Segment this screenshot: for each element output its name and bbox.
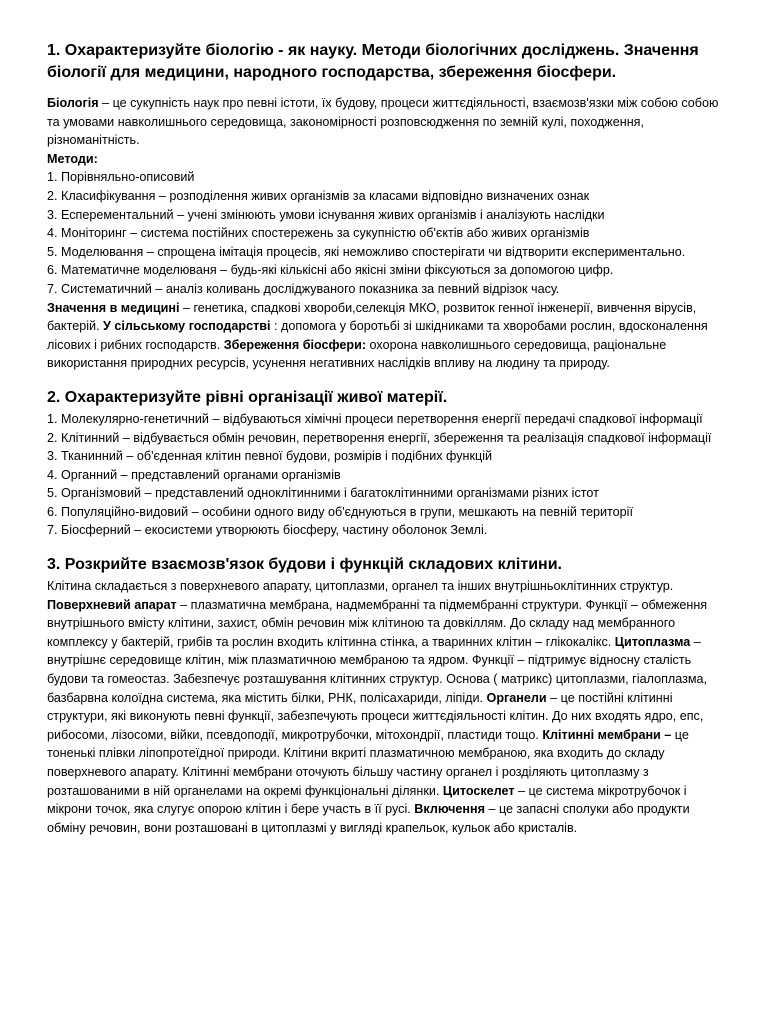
method-item: 4. Моніторинг – система постійних спостережень за сукупністю об'єктів або живих організмів — [47, 226, 590, 241]
level-item: 1. Молекулярно-генетичний – відбуваються хімічні процеси перетворення енергії передачі спадкової інформації — [47, 411, 703, 426]
method-item: 7. Систематичний – аналіз коливань досліджуваного показника за певний відрізок часу. — [47, 281, 560, 296]
level-item: 3. Тканинний – об'єденная клітин певної будови, розмірів і подібних функцій — [47, 449, 493, 464]
method-item: 1. Порівняльно-описовий — [47, 170, 195, 185]
section-1-title: 1. Охарактеризуйте біологію - як науку. Методи біологічних досліджень. Значення біології для медицини, народного господарства, збереження біосфери. — [47, 42, 699, 81]
level-item: 7. Біосферний – екосистеми утворюють біосферу, частину оболонок Землі. — [47, 523, 488, 538]
method-item: 5. Моделювання – спрощена імітація процесів, які неможливо спостерігати чи відтворити експериментально. — [47, 244, 686, 259]
biology-term: Біологія — [47, 96, 99, 110]
cell-structure-paragraph: Поверхневий апарат – плазматична мембрана, надмембранні та підмембранні структури. Функції – обмеження внутрішнього вмісту клітини, захист, обмін речовин між клітиною та довкіллям. До складу над мембранного комплексу у бактерій, грибів та рослин входить клітинна стінка, а тваринних клітин – глікокалікс. Цитоплазма – внутрішнє середовище клітин, між плазматичною мембраною та ядром. Функції – підтримує відносну сталість будови та гомеостаз. Забезпечує розташування клітинних структур. Основа ( матрикс) цитоплазми, гіалоплазма, базбарвна колоїдна система, яка містить білки, РНК, полісахариди, ліпіди. Органели – це постійні клітинні структури, які виконують певні функції, забезпечують процеси життєдіяльності клітин. До них входять ядро, епс, рибосоми, лізосоми, війки, псевдоподії, микротрубочки, мітохондрії, пластиди тощо. Клітинні мембрани – це тоненькі плівки ліпопротеїдної природи. Клітини вкриті плазматичною мембраною, яка входить до складу поверхневого апарату. Клітинні мембрани оточують більшу частину органел і розділяють цитоплазму з розташованими в ній органелами на окремі функціональні ділянки. Цитоскелет – це система мікротрубочок і мікрони точок, яка слугує опорою клітин і бере участь в її русі. Включення – це запасні сполуки або продукти обміну речовин, вони розташовані в цитоплазмі у вигляді крапельок, кульок або кристалів. — [47, 597, 708, 835]
method-item: 3. Есперементальний – учені змінюють умови існування живих організмів і аналізують наслідки — [47, 207, 605, 222]
methods-heading: Методи: — [47, 151, 98, 166]
document-page — [47, 40, 725, 837]
level-item: 5. Організмовий – представлений одноклітинними і багатоклітинними організмами різних істот — [47, 486, 599, 501]
significance-paragraph: Значення в медицині – генетика, спадкові хвороби,селекція МКО, розвиток генної інженерії, вивчення вірусів, бактерій. У сільському господарстві : допомога у боротьбі зі шкідниками та хворобами рослин, вдосконалення лісових і рибних господарств. Збереження біосфери: охорона навколишнього середовища, раціональне використання природних ресурсів, усунення негативних наслідків впливу на людину та природу. — [47, 300, 708, 371]
method-item: 6. Математичне моделюваня – будь-які кількісні або якісні зміни фіксуються за допомогою цифр. — [47, 263, 614, 278]
level-item: 6. Популяційно-видовий – особини одного виду об'єднуються в групи, мешкають на певній території — [47, 504, 633, 519]
section-3-title: 3. Розкрийте взаємозв'язок будови і функцій складових клітини. — [47, 556, 562, 574]
section-2 — [47, 387, 725, 540]
biology-definition: Біологія – це сукупність наук про певні істоти, їх будову, процеси життєдіяльності, взаємозв'язки між собою собою та умовами навколишнього середовища, закономірності розповсюдження по земній кулі, походження, різноманітність. — [47, 96, 719, 148]
level-item: 2. Клітинний – відбувається обмін речовин, перетворення енергії, збереження та реалізація спадкової інформації — [47, 430, 712, 445]
section-3 — [47, 554, 725, 837]
method-item: 2. Класифікування – розподілення живих організмів за класами відповідно визначених ознак — [47, 188, 590, 203]
cell-intro: Клітина складається з поверхневого апарату, цитоплазми, органел та інших внутрішньоклітинних структур. — [47, 579, 674, 594]
section-1 — [47, 40, 725, 373]
section-2-title: 2. Охарактеризуйте рівні організації живої матерії. — [47, 388, 448, 406]
level-item: 4. Органний – представлений органами організмів — [47, 467, 341, 482]
